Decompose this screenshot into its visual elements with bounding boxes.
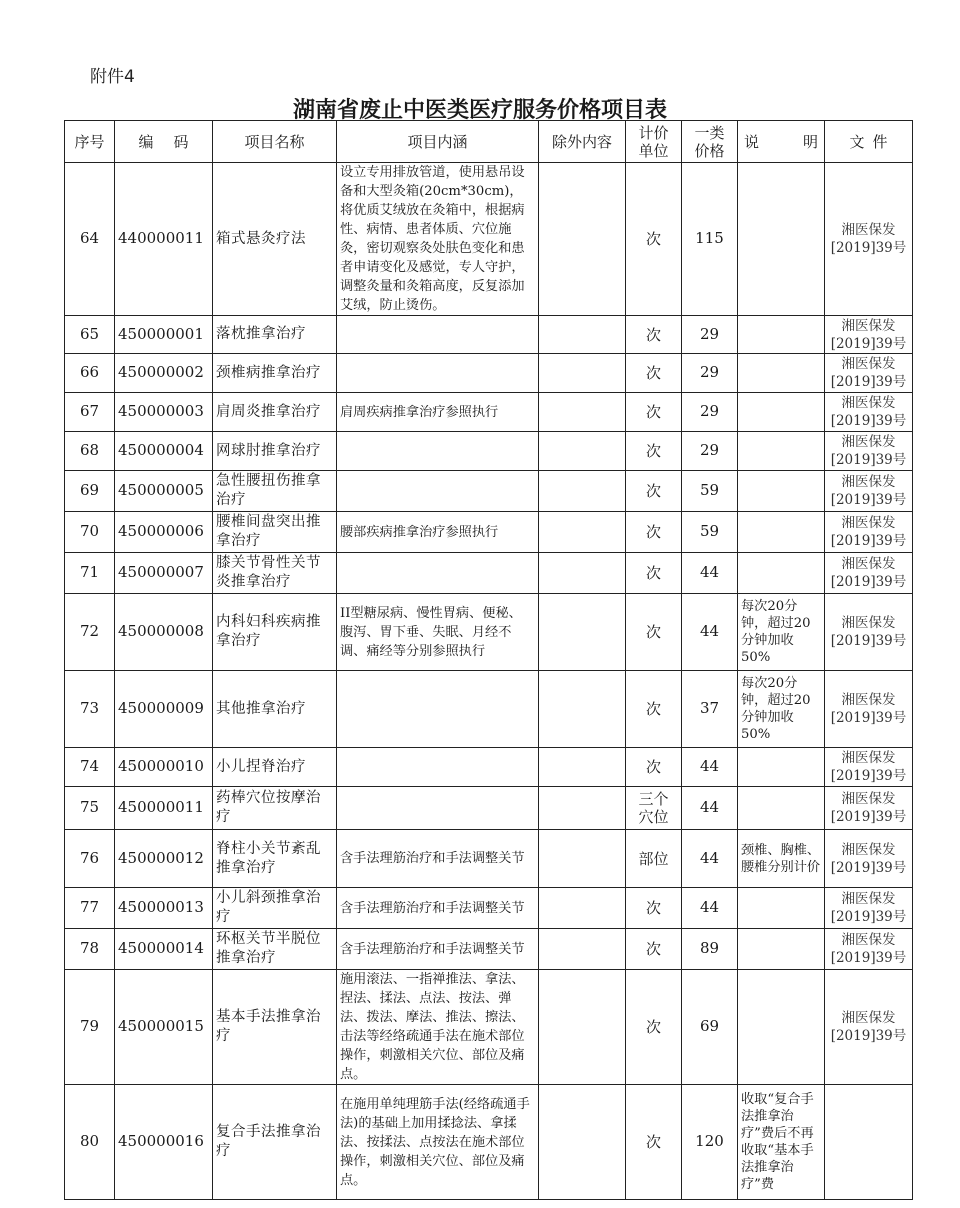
cell-code: 440000011 [115, 163, 213, 316]
cell-content: 含手法理筋治疗和手法调整关节 [337, 888, 539, 929]
cell-seq: 74 [65, 748, 115, 787]
cell-unit: 次 [626, 1085, 682, 1200]
cell-name: 肩周炎推拿治疗 [213, 393, 337, 432]
cell-seq: 68 [65, 432, 115, 471]
cell-excluded [539, 830, 626, 888]
header-unit: 计价 单位 [626, 121, 682, 163]
file-issuer: 湘医保发 [841, 932, 896, 948]
cell-file [825, 432, 913, 471]
cell-file [825, 594, 913, 671]
document-title: 湖南省废止中医类医疗服务价格项目表 [292, 98, 667, 123]
file-number: [2019]39号 [830, 1028, 907, 1044]
cell-price: 89 [682, 929, 738, 970]
cell-code: 450000004 [115, 432, 213, 471]
cell-code: 450000001 [115, 316, 213, 354]
cell-code: 450000014 [115, 929, 213, 970]
header-note: 说 明 [738, 121, 825, 163]
cell-content [337, 432, 539, 471]
table-row [65, 929, 913, 970]
cell-content [337, 748, 539, 787]
cell-seq: 69 [65, 471, 115, 512]
cell-name: 环枢关节半脱位推拿治疗 [213, 929, 337, 970]
cell-price: 29 [682, 393, 738, 432]
cell-file [825, 929, 913, 970]
cell-note [738, 553, 825, 594]
cell-note: 每次20分钟，超过20分钟加收50% [738, 671, 825, 748]
cell-note [738, 512, 825, 553]
cell-price: 59 [682, 512, 738, 553]
cell-note [738, 316, 825, 354]
cell-unit: 次 [626, 748, 682, 787]
cell-unit: 次 [626, 393, 682, 432]
file-number: [2019]39号 [830, 240, 907, 256]
cell-content [337, 316, 539, 354]
cell-content: 腰部疾病推拿治疗参照执行 [337, 512, 539, 553]
cell-note [738, 929, 825, 970]
table-row [65, 594, 913, 671]
table-row [65, 553, 913, 594]
cell-price: 44 [682, 553, 738, 594]
file-issuer: 湘医保发 [841, 692, 896, 708]
cell-excluded [539, 432, 626, 471]
cell-seq: 76 [65, 830, 115, 888]
cell-name: 小儿斜颈推拿治疗 [213, 888, 337, 929]
cell-unit: 次 [626, 316, 682, 354]
cell-content [337, 787, 539, 830]
cell-name: 复合手法推拿治疗 [213, 1085, 337, 1200]
cell-unit: 次 [626, 432, 682, 471]
cell-unit: 次 [626, 471, 682, 512]
cell-seq: 67 [65, 393, 115, 432]
cell-excluded [539, 671, 626, 748]
file-number: [2019]39号 [830, 633, 907, 649]
table-row [65, 1085, 913, 1200]
cell-excluded [539, 471, 626, 512]
cell-price: 44 [682, 830, 738, 888]
file-number: [2019]39号 [830, 909, 907, 925]
file-number: [2019]39号 [830, 710, 907, 726]
cell-seq: 65 [65, 316, 115, 354]
file-issuer: 湘医保发 [841, 474, 896, 490]
cell-excluded [539, 163, 626, 316]
cell-unit: 次 [626, 594, 682, 671]
file-number: [2019]39号 [830, 950, 907, 966]
table-row [65, 471, 913, 512]
header-content: 项目内涵 [337, 121, 539, 163]
cell-name: 脊柱小关节紊乱推拿治疗 [213, 830, 337, 888]
cell-excluded [539, 748, 626, 787]
file-issuer: 湘医保发 [841, 317, 896, 334]
cell-name: 急性腰扭伤推拿治疗 [213, 471, 337, 512]
table-row [65, 316, 913, 354]
file-issuer: 湘医保发 [841, 434, 896, 450]
attachment-label: 附件4 [90, 67, 135, 87]
cell-seq: 75 [65, 787, 115, 830]
table-row [65, 970, 913, 1085]
cell-seq: 78 [65, 929, 115, 970]
cell-note [738, 432, 825, 471]
cell-price: 120 [682, 1085, 738, 1200]
file-number: [2019]39号 [830, 574, 907, 590]
file-number: [2019]39号 [830, 413, 907, 429]
cell-name: 内科妇科疾病推拿治疗 [213, 594, 337, 671]
cell-price: 44 [682, 748, 738, 787]
cell-seq: 64 [65, 163, 115, 316]
cell-content [337, 354, 539, 393]
header-price: 一类 价格 [682, 121, 738, 163]
cell-name: 落枕推拿治疗 [213, 316, 337, 354]
file-issuer: 湘医保发 [841, 222, 896, 238]
cell-unit: 次 [626, 553, 682, 594]
cell-file [825, 830, 913, 888]
cell-price: 29 [682, 432, 738, 471]
cell-file [825, 354, 913, 393]
cell-file [825, 393, 913, 432]
cell-note [738, 354, 825, 393]
cell-name: 其他推拿治疗 [213, 671, 337, 748]
cell-unit: 次 [626, 970, 682, 1085]
cell-unit: 部位 [626, 830, 682, 888]
cell-price: 115 [682, 163, 738, 316]
cell-excluded [539, 888, 626, 929]
cell-note [738, 970, 825, 1085]
file-number: [2019]39号 [830, 859, 907, 876]
table-row [65, 432, 913, 471]
cell-price: 69 [682, 970, 738, 1085]
cell-file [825, 970, 913, 1085]
cell-price: 44 [682, 594, 738, 671]
cell-name: 基本手法推拿治疗 [213, 970, 337, 1085]
cell-name: 颈椎病推拿治疗 [213, 354, 337, 393]
cell-seq: 71 [65, 553, 115, 594]
cell-note: 收取“复合手法推拿治疗”费后不再收取“基本手法推拿治疗”费 [738, 1085, 825, 1200]
cell-code: 450000005 [115, 471, 213, 512]
cell-content: 在施用单纯理筋手法(经络疏通手法)的基础上加用揉捻法、拿揉法、按揉法、点按法在施术部位操作，刺激相关穴位、部位及痛点。 [337, 1085, 539, 1200]
cell-excluded [539, 354, 626, 393]
cell-price: 29 [682, 316, 738, 354]
cell-seq: 70 [65, 512, 115, 553]
cell-note [738, 393, 825, 432]
table-row [65, 671, 913, 748]
cell-name: 小儿捏脊治疗 [213, 748, 337, 787]
cell-price: 29 [682, 354, 738, 393]
cell-unit: 次 [626, 354, 682, 393]
cell-note: 每次20分钟，超过20分钟加收50% [738, 594, 825, 671]
cell-excluded [539, 553, 626, 594]
cell-code: 450000006 [115, 512, 213, 553]
table-header-row [65, 121, 913, 163]
table-row [65, 393, 913, 432]
table-row [65, 354, 913, 393]
cell-seq: 66 [65, 354, 115, 393]
cell-file [825, 471, 913, 512]
file-number: [2019]39号 [830, 452, 907, 468]
cell-file [825, 888, 913, 929]
file-number: [2019]39号 [830, 809, 907, 825]
table-row [65, 830, 913, 888]
cell-name: 腰椎间盘突出推拿治疗 [213, 512, 337, 553]
cell-code: 450000015 [115, 970, 213, 1085]
cell-excluded [539, 594, 626, 671]
cell-note [738, 471, 825, 512]
table-row [65, 787, 913, 830]
cell-file [825, 553, 913, 594]
header-code: 编 码 [115, 121, 213, 163]
cell-content: II型糖尿病、慢性胃病、便秘、腹泻、胃下垂、失眠、月经不调、痛经等分别参照执行 [337, 594, 539, 671]
cell-excluded [539, 970, 626, 1085]
cell-file [825, 787, 913, 830]
cell-name: 药棒穴位按摩治疗 [213, 787, 337, 830]
file-number: [2019]39号 [830, 492, 907, 508]
cell-unit: 次 [626, 671, 682, 748]
cell-note [738, 748, 825, 787]
cell-content: 含手法理筋治疗和手法调整关节 [337, 929, 539, 970]
cell-name: 网球肘推拿治疗 [213, 432, 337, 471]
cell-file [825, 1085, 913, 1200]
file-issuer: 湘医保发 [841, 891, 896, 907]
file-issuer: 湘医保发 [841, 791, 896, 807]
cell-content [337, 671, 539, 748]
cell-code: 450000008 [115, 594, 213, 671]
cell-excluded [539, 787, 626, 830]
header-name: 项目名称 [213, 121, 337, 163]
price-table [64, 120, 913, 1200]
cell-content: 肩周疾病推拿治疗参照执行 [337, 393, 539, 432]
cell-excluded [539, 929, 626, 970]
cell-unit: 三个 穴位 [626, 787, 682, 830]
file-issuer: 湘医保发 [841, 515, 896, 531]
cell-code: 450000009 [115, 671, 213, 748]
cell-code: 450000011 [115, 787, 213, 830]
table-row [65, 748, 913, 787]
cell-code: 450000002 [115, 354, 213, 393]
cell-seq: 73 [65, 671, 115, 748]
file-number: [2019]39号 [830, 768, 907, 784]
file-issuer: 湘医保发 [841, 356, 896, 372]
file-issuer: 湘医保发 [841, 556, 896, 572]
file-issuer: 湘医保发 [841, 841, 896, 858]
cell-code: 450000013 [115, 888, 213, 929]
table-row [65, 163, 913, 316]
cell-note: 颈椎、胸椎、腰椎分别计价 [738, 830, 825, 888]
table-row [65, 888, 913, 929]
cell-excluded [539, 512, 626, 553]
cell-content: 施用滚法、一指禅推法、拿法、捏法、揉法、点法、按法、弹法、拨法、摩法、推法、擦法、击法等经络疏通手法在施术部位操作，刺激相关穴位、部位及痛点。 [337, 970, 539, 1085]
cell-note [738, 163, 825, 316]
cell-note [738, 888, 825, 929]
cell-code: 450000016 [115, 1085, 213, 1200]
cell-price: 59 [682, 471, 738, 512]
cell-price: 37 [682, 671, 738, 748]
file-number: [2019]39号 [830, 533, 907, 549]
cell-content [337, 471, 539, 512]
file-number: [2019]39号 [830, 374, 907, 390]
cell-file [825, 316, 913, 354]
cell-code: 450000007 [115, 553, 213, 594]
file-issuer: 湘医保发 [841, 395, 896, 411]
cell-seq: 72 [65, 594, 115, 671]
cell-seq: 80 [65, 1085, 115, 1200]
cell-file [825, 163, 913, 316]
cell-excluded [539, 1085, 626, 1200]
cell-code: 450000003 [115, 393, 213, 432]
cell-content: 含手法理筋治疗和手法调整关节 [337, 830, 539, 888]
file-issuer: 湘医保发 [841, 750, 896, 766]
cell-unit: 次 [626, 512, 682, 553]
cell-price: 44 [682, 787, 738, 830]
cell-excluded [539, 393, 626, 432]
file-number: [2019]39号 [830, 335, 907, 352]
cell-file [825, 512, 913, 553]
cell-note [738, 787, 825, 830]
header-file: 文 件 [825, 121, 913, 163]
cell-name: 膝关节骨性关节炎推拿治疗 [213, 553, 337, 594]
cell-unit: 次 [626, 929, 682, 970]
cell-excluded [539, 316, 626, 354]
cell-file [825, 671, 913, 748]
cell-name: 箱式悬灸疗法 [213, 163, 337, 316]
cell-seq: 79 [65, 970, 115, 1085]
file-issuer: 湘医保发 [841, 615, 896, 631]
cell-unit: 次 [626, 888, 682, 929]
cell-content [337, 553, 539, 594]
header-seq: 序号 [65, 121, 115, 163]
cell-content: 设立专用排放管道，使用悬吊设备和大型灸箱(20cm*30cm)，将优质艾绒放在灸箱中，根据病性、病情、患者体质、穴位施灸，密切观察灸处肤色变化和患者申请变化及感觉，专人守护，调整灸量和灸箱高度，反复添加艾绒，防止烫伤。 [337, 163, 539, 316]
table-row [65, 512, 913, 553]
cell-unit: 次 [626, 163, 682, 316]
cell-code: 450000012 [115, 830, 213, 888]
cell-file [825, 748, 913, 787]
header-excluded: 除外内容 [539, 121, 626, 163]
cell-code: 450000010 [115, 748, 213, 787]
cell-price: 44 [682, 888, 738, 929]
file-issuer: 湘医保发 [841, 1010, 896, 1026]
cell-seq: 77 [65, 888, 115, 929]
